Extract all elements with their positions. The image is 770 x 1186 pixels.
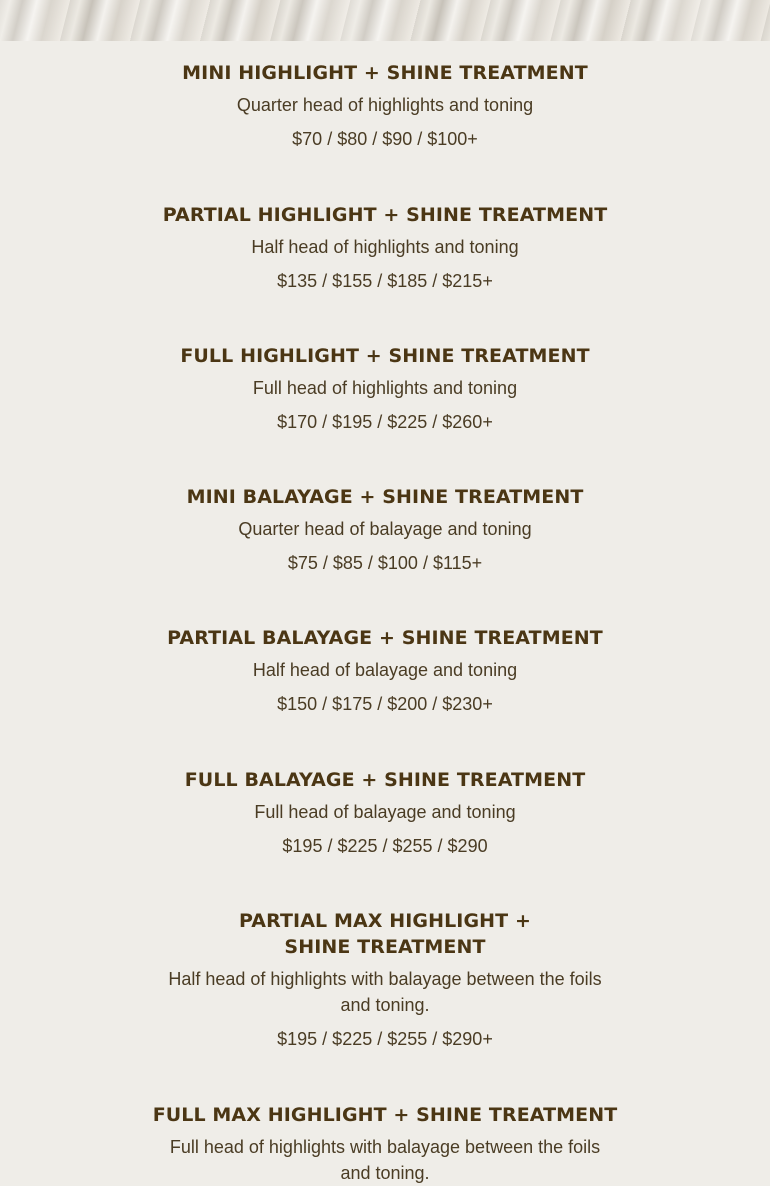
service-price: $70 / $80 / $90 / $100+ xyxy=(292,129,478,149)
service-description: Full head of highlights with balayage between the foils and toning. xyxy=(169,1137,601,1183)
service-title: FULL HIGHLIGHT + SHINE TREATMENT xyxy=(180,345,590,367)
service-item xyxy=(0,625,770,716)
service-description: Quarter head of highlights and toning xyxy=(236,95,534,115)
service-item xyxy=(0,767,770,858)
service-title: PARTIAL HIGHLIGHT + SHINE TREATMENT xyxy=(162,204,608,226)
service-price: $135 / $155 / $185 / $215+ xyxy=(277,271,493,291)
service-menu xyxy=(0,41,770,1183)
service-item xyxy=(0,202,770,293)
service-price: $75 / $85 / $100 / $115+ xyxy=(287,553,483,573)
service-title: FULL BALAYAGE + SHINE TREATMENT xyxy=(184,769,586,791)
service-description: Quarter head of balayage and toning xyxy=(238,519,532,539)
service-description: Half head of highlights and toning xyxy=(251,237,519,257)
service-price: $170 / $195 / $225 / $260+ xyxy=(277,412,493,432)
service-item xyxy=(0,908,770,1051)
service-description: Half head of balayage and toning xyxy=(252,660,518,680)
service-title: MINI BALAYAGE + SHINE TREATMENT xyxy=(186,486,584,508)
service-description: Half head of highlights with balayage between the foils and toning. xyxy=(168,969,602,1015)
service-price: $150 / $175 / $200 / $230+ xyxy=(277,694,493,714)
service-description: Full head of highlights and toning xyxy=(252,378,518,398)
service-title: MINI HIGHLIGHT + SHINE TREATMENT xyxy=(182,62,588,84)
service-price: $195 / $225 / $255 / $290 xyxy=(282,836,488,856)
service-item xyxy=(0,1102,770,1186)
service-title: PARTIAL BALAYAGE + SHINE TREATMENT xyxy=(167,627,603,649)
service-item xyxy=(0,60,770,151)
header-image xyxy=(0,0,770,41)
service-title: FULL MAX HIGHLIGHT + SHINE TREATMENT xyxy=(152,1104,618,1126)
service-price: $195 / $225 / $255 / $290+ xyxy=(277,1029,493,1049)
service-item xyxy=(0,484,770,575)
service-title: PARTIAL MAX HIGHLIGHT + SHINE TREATMENT xyxy=(239,910,531,958)
service-item xyxy=(0,343,770,434)
service-description: Full head of balayage and toning xyxy=(254,802,516,822)
